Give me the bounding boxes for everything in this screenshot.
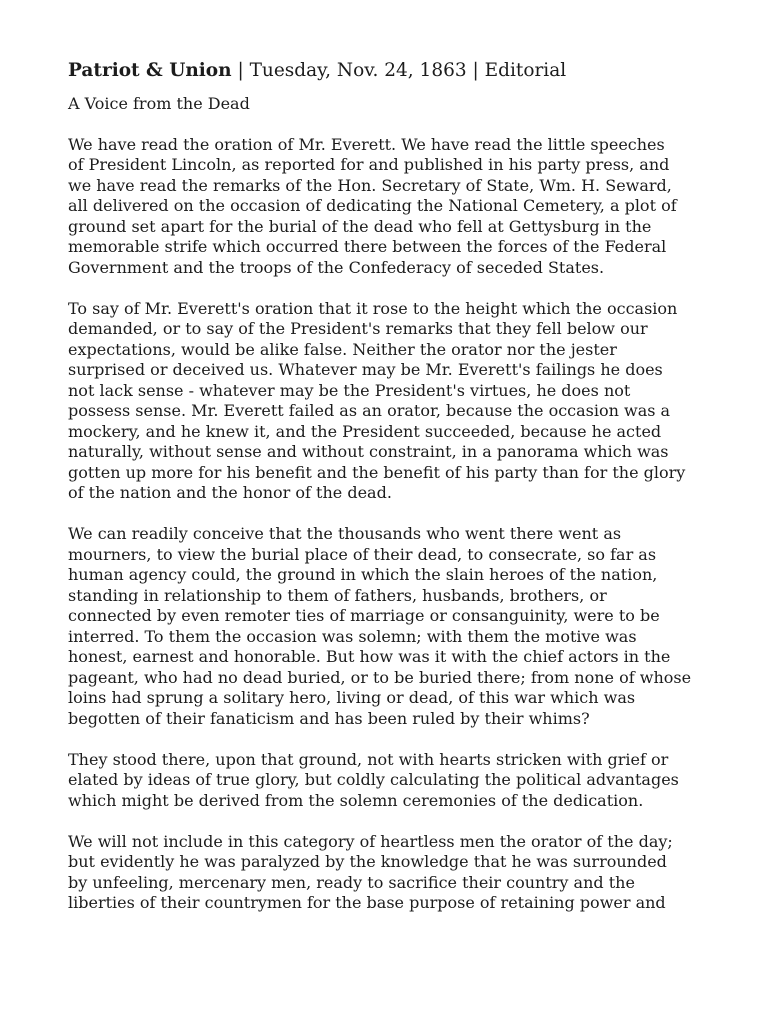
text-line: all delivered on the occasion of dedicating the National Cemetery, a plot of: [68, 196, 677, 215]
text-line: We have read the oration of Mr. Everett. We have read the little speeches: [68, 134, 665, 154]
text-line: which might be derived from the solemn ceremonies of the dedication.: [68, 790, 644, 810]
text-line: Government and the troops of the Confederacy of seceded States.: [68, 257, 605, 277]
text-line: mourners, to view the burial place of their dead, to consecrate, so far as: [68, 544, 657, 564]
text-line: elated by ideas of true glory, but coldly calculating the political advantages: [68, 770, 679, 789]
text-line: surprised or deceived us. Whatever may be Mr. Everett's failings he does: [68, 360, 663, 379]
text-line: We can readily conceive that the thousands who went there went as: [68, 524, 622, 543]
date-section-line: | Tuesday, Nov. 24, 1863 | Editorial: [231, 60, 567, 81]
text-line: possess sense. Mr. Everett failed as an orator, because the occasion was a: [68, 401, 671, 420]
text-line: naturally, without sense and without constraint, in a panorama which was: [68, 442, 669, 461]
text-line: interred. To them the occasion was solemn; with them the motive was: [68, 626, 637, 646]
text-line: standing in relationship to them of fathers, husbands, brothers, or: [68, 585, 607, 605]
document-page: [68, 58, 718, 934]
text-line: human agency could, the ground in which the slain heroes of the nation,: [68, 565, 658, 584]
paragraph-5: [68, 832, 718, 914]
paragraph-2: [68, 299, 718, 504]
text-line: We will not include in this category of heartless men the orator of the day;: [68, 831, 673, 851]
text-line: pageant, who had no dead buried, or to be buried there; from none of whose: [68, 667, 692, 687]
article-title: A Voice from the Dead: [68, 94, 250, 113]
text-line: liberties of their countrymen for the base purpose of retaining power and: [68, 893, 666, 912]
text-line: To say of Mr. Everett's oration that it rose to the height which the occasion: [68, 298, 678, 318]
paragraph-3: [68, 524, 718, 729]
text-line: memorable strife which occurred there between the forces of the Federal: [68, 237, 667, 256]
document-header: [68, 58, 718, 84]
text-line: gotten up more for his benefit and the benefit of his party than for the glory: [68, 462, 686, 482]
text-line: but evidently he was paralyzed by the knowledge that he was surrounded: [68, 852, 667, 871]
text-line: loins had sprung a solitary hero, living or dead, of this war which was: [68, 688, 636, 707]
text-line: by unfeeling, mercenary men, ready to sacrifice their country and the: [68, 872, 635, 892]
paragraph-4: [68, 750, 718, 812]
text-line: we have read the remarks of the Hon. Secretary of State, Wm. H. Seward,: [68, 175, 672, 195]
text-line: ground set apart for the burial of the dead who fell at Gettysburg in the: [68, 216, 652, 236]
text-line: demanded, or to say of the President's remarks that they fell below our: [68, 319, 648, 338]
text-line: begotten of their fanaticism and has been ruled by their whims?: [68, 708, 590, 728]
text-line: connected by even remoter ties of marriage or consanguinity, were to be: [68, 606, 660, 625]
text-line: of the nation and the honor of the dead.: [68, 483, 392, 502]
text-line: expectations, would be alike false. Neither the orator nor the jester: [68, 339, 617, 359]
text-line: mockery, and he knew it, and the President succeeded, because he acted: [68, 421, 662, 441]
paragraph-1: [68, 135, 718, 279]
text-line: not lack sense - whatever may be the President's virtues, he does not: [68, 380, 631, 400]
text-line: They stood there, upon that ground, not with hearts stricken with grief or: [68, 749, 669, 769]
text-line: of President Lincoln, as reported for and published in his party press, and: [68, 155, 670, 174]
text-line: honest, earnest and honorable. But how was it with the chief actors in the: [68, 647, 671, 666]
publication-name: Patriot & Union: [68, 60, 232, 81]
